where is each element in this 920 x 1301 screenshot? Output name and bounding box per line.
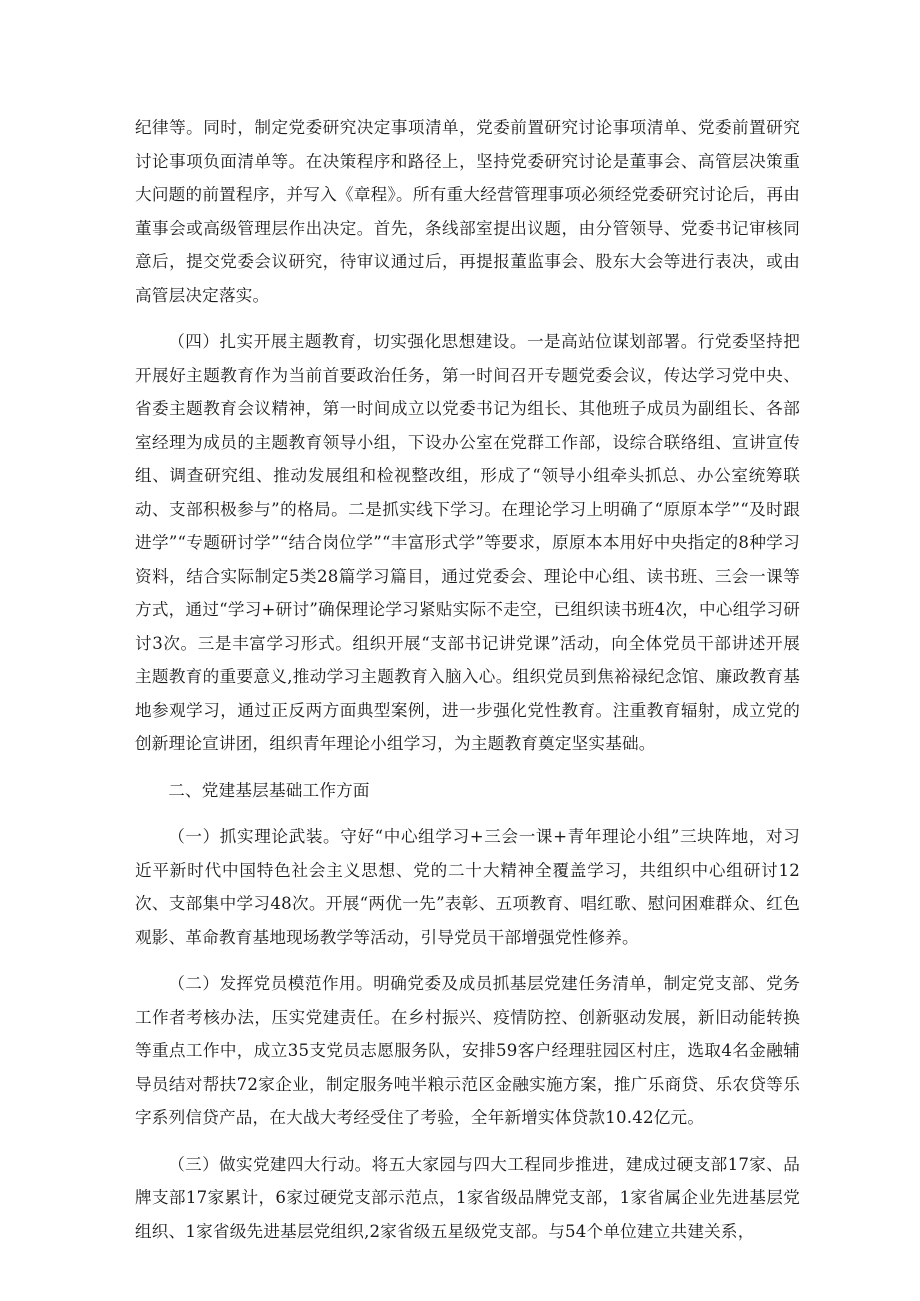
paragraph-continuation: 纪律等。同时，制定党委研究决定事项清单，党委前置研究讨论事项清单、党委前置研究讨论事项负面清单等。在决策程序和路径上，坚持党委研究讨论是董事会、高管层决策重大问题的前置程序，并写入《章程》。所有重大经营管理事项必须经党委研究讨论后，再由董事会或高级管理层作出决定。首先，条线部室提出议题，由分管领导、党委书记审核同意后，提交党委会议研究，待审议通过后，再提报董监事会、股东大会等进行表决，或由高管层决定落实。	[135, 118, 800, 305]
paragraph-party-member-role: （二）发挥党员模范作用。明确党委及成员抓基层党建任务清单，制定党支部、党务工作者考核办法，压实党建责任。在乡村振兴、疫情防控、创新驱动发展，新旧动能转换等重点工作中，成立35支党员志愿服务队，安排59客户经理驻园区村庄，选取4名金融辅导员结对帮扶72家企业，制定服务吨半粮示范区金融实施方案，推广乐商贷、乐农贷等乐字系列信贷产品，在大战大考经受住了考验，全年新增实体贷款10.42亿元。	[135, 974, 800, 1127]
document-body	[135, 111, 800, 1248]
section-heading: 二、党建基层基础工作方面	[168, 780, 370, 800]
paragraph-four-actions: （三）做实党建四大行动。将五大家园与四大工程同步推进，建成过硬支部17家、品牌支部17家累计，6家过硬党支部示范点，1家省级品牌党支部，1家省属企业先进基层党组织、1家省级先进基层党组织,2家省级五星级党支部。与54个单位建立共建关系，	[135, 1154, 800, 1241]
paragraph-theme-education: （四）扎实开展主题教育，切实强化思想建设。一是高站位谋划部署。行党委坚持把开展好主题教育作为当前首要政治任务，第一时间召开专题党委会议，传达学习党中央、省委主题教育会议精神，第一时间成立以党委书记为组长、其他班子成员为副组长、各部室经理为成员的主题教育领导小组，下设办公室在党群工作部，设综合联络组、宣讲宣传组、调查研究组、推动发展组和检视整改组，形成了“领导小组牵头抓总、办公室统筹联动、支部积极参与”的格局。二是抓实线下学习。在理论学习上明确了“原原本学”“及时跟进学”“专题研讨学”“结合岗位学”“丰富形式学”等要求，原原本本用好中央指定的8种学习资料，结合实际制定5类28篇学习篇目，通过党委会、理论中心组、读书班、三会一课等方式，通过“学习+研讨”确保理论学习紧贴实际不走空，已组织读书班4次，中心组学习研讨3次。三是丰富学习形式。组织开展“支部书记讲党课”活动，向全体党员干部讲述开展主题教育的重要意义,推动学习主题教育入脑入心。组织党员到焦裕禄纪念馆、廉政教育基地参观学习，通过正反两方面典型案例，进一步强化党性教育。注重教育辐射，成立党的创新理论宣讲团，组织青年理论小组学习，为主题教育奠定坚实基础。	[135, 332, 800, 753]
paragraph-theory-armament: （一）抓实理论武装。守好“中心组学习+三会一课+青年理论小组”三块阵地，对习近平新时代中国特色社会主义思想、党的二十大精神全覆盖学习，共组织中心组研讨12次、支部集中学习48次。开展“两优一先”表彰、五项教育、唱红歌、慰问困难群众、红色观影、革命教育基地现场教学等活动，引导党员干部增强党性修养。	[135, 827, 800, 947]
